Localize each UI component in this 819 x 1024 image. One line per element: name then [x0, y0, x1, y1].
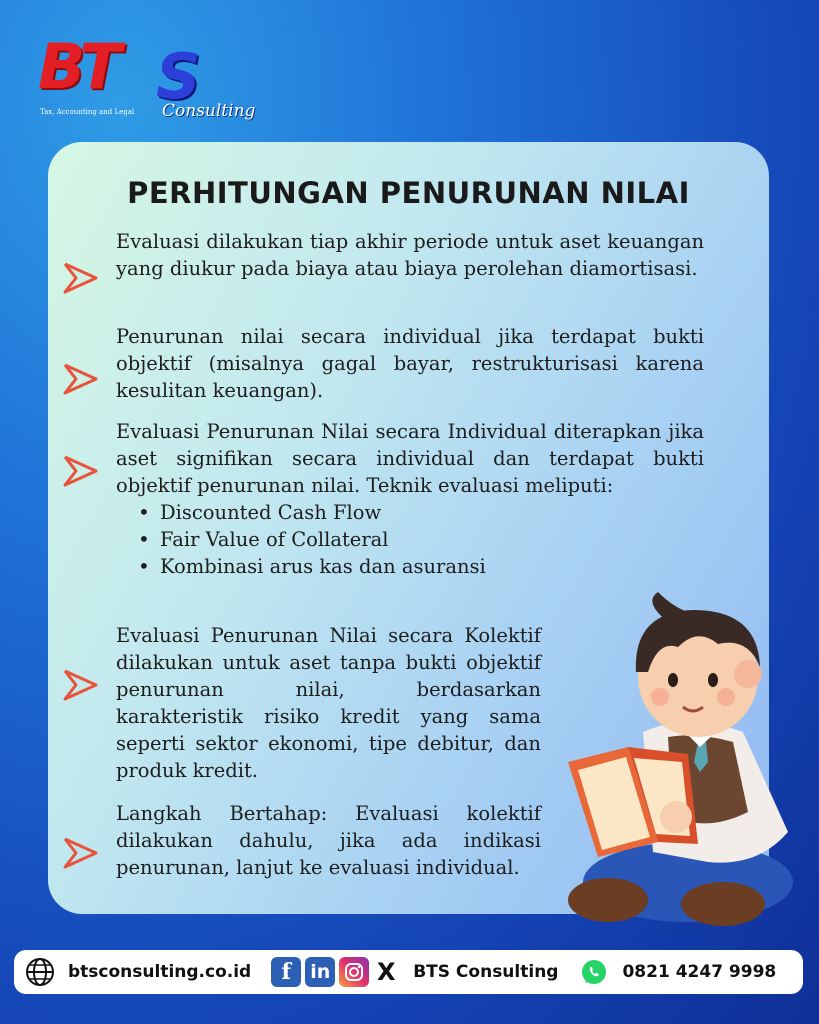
linkedin-icon[interactable]: in	[305, 957, 335, 987]
list-item	[116, 323, 704, 404]
x-icon[interactable]: X	[376, 958, 396, 986]
bullet-item: • Kombinasi arus kas dan asuransi	[138, 553, 704, 580]
social-name[interactable]: BTS Consulting	[413, 962, 559, 982]
logo-s: S	[156, 40, 201, 113]
instagram-icon[interactable]	[339, 957, 369, 987]
phone-number[interactable]: 0821 4247 9998	[622, 962, 777, 982]
whatsapp-icon	[580, 958, 608, 986]
arrow-icon	[62, 261, 100, 295]
item-text: Langkah Bertahap: Evaluasi kolektif dilakukan dahulu, jika ada indikasi penurunan, lanjut ke evaluasi individual.	[116, 802, 541, 879]
bullet-item: • Discounted Cash Flow	[138, 499, 704, 526]
arrow-icon	[62, 454, 100, 488]
item-text: Penurunan nilai secara individual jika terdapat bukti objektif (misalnya gagal bayar, restrukturisasi karena kesulitan keuangan).	[116, 325, 704, 402]
website-link[interactable]: btsconsulting.co.id	[68, 962, 252, 982]
list-item	[116, 228, 704, 282]
item-text: Evaluasi Penurunan Nilai secara Individual diterapkan jika aset signifikan secara individual dan terdapat bukti objektif penurunan nilai. Teknik evaluasi meliputi:	[116, 420, 704, 497]
bts-logo	[38, 30, 256, 128]
technique-list	[116, 499, 704, 580]
logo-bt: BT	[38, 30, 116, 103]
item-text: Evaluasi Penurunan Nilai secara Kolektif dilakukan untuk aset tanpa bukti objektif penurunan nilai, berdasarkan karakteristik risiko kredit yang sama seperti sektor ekonomi, tipe debitur, dan produk kredit.	[116, 624, 541, 782]
website-segment[interactable]	[24, 956, 251, 988]
list-item	[116, 622, 541, 784]
logo-tagline: Tax, Accounting and Legal	[40, 108, 135, 116]
boy-reading-illustration	[548, 582, 808, 942]
item-text: Evaluasi dilakukan tiap akhir periode untuk aset keuangan yang diukur pada biaya atau biaya perolehan diamortisasi.	[116, 230, 704, 280]
facebook-icon[interactable]: f	[271, 957, 301, 987]
logo-consulting: Consulting	[162, 101, 256, 121]
phone-segment[interactable]	[580, 958, 776, 986]
social-segment	[271, 957, 558, 987]
arrow-icon	[62, 668, 100, 702]
arrow-icon	[62, 362, 100, 396]
footer-bar	[14, 950, 803, 994]
list-item	[116, 418, 704, 580]
list-item	[116, 800, 541, 881]
page-title: PERHITUNGAN PENURUNAN NILAI	[127, 176, 690, 210]
bullet-item: • Fair Value of Collateral	[138, 526, 704, 553]
arrow-icon	[62, 836, 100, 870]
globe-icon	[24, 956, 56, 988]
